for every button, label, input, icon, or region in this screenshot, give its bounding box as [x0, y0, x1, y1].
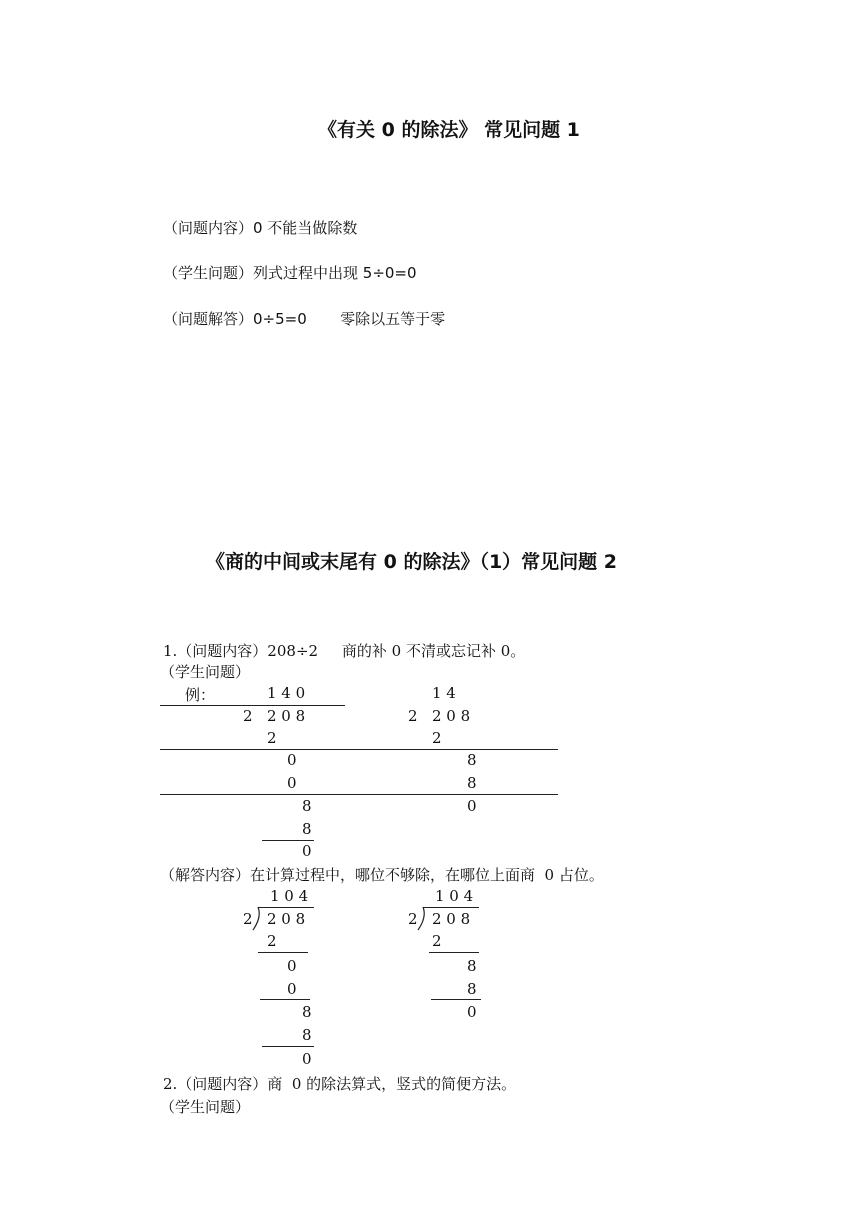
section1-title: 《有关 0 的除法》 常见问题 1: [318, 119, 580, 141]
item2-question: 2.（问题内容）商 0 的除法算式，竖式的简便方法。: [163, 1075, 517, 1093]
right-b-dividend: 2 0 8: [432, 910, 471, 928]
wrong-step-line-2: [160, 794, 558, 795]
wrong-a-step: 0: [302, 842, 312, 860]
wrong-a-quotient-line: [160, 705, 345, 706]
right-b-step-line: [429, 952, 479, 953]
item1-question: 1.（问题内容）208÷2 商的补 0 不清或忘记补 0。: [163, 642, 526, 660]
section1-line-1: （问题内容）0 不能当做除数: [163, 219, 358, 237]
section1-line-3: （问题解答）0÷5=0 零除以五等于零: [163, 310, 446, 328]
answer-content: （解答内容）在计算过程中，哪位不够除，在哪位上面商 0 占位。: [160, 866, 604, 884]
wrong-b-step: 8: [467, 774, 477, 792]
right-a-step: 8: [302, 1003, 312, 1021]
wrong-a-step: 0: [287, 751, 297, 769]
right-b-step: 0: [467, 1003, 477, 1021]
right-a-vinculum: [258, 907, 314, 908]
wrong-b-divisor: 2: [408, 707, 418, 725]
wrong-a-step: 8: [302, 820, 312, 838]
right-b-step: 2: [432, 932, 442, 950]
right-a-quotient: 1 0 4: [270, 887, 309, 905]
right-a-dividend: 2 0 8: [267, 910, 306, 928]
wrong-a-step: 0: [287, 774, 297, 792]
right-b-step: 8: [467, 980, 477, 998]
wrong-b-quotient: 1 4: [432, 684, 456, 702]
wrong-a-step-line: [262, 840, 314, 841]
wrong-a-step: 8: [302, 797, 312, 815]
right-a-step-line: [262, 1046, 314, 1047]
right-a-step-line: [258, 952, 308, 953]
wrong-b-step: 8: [467, 751, 477, 769]
right-a-step: 2: [267, 932, 277, 950]
wrong-a-quotient: 1 4 0: [267, 684, 306, 702]
wrong-b-step: 2: [432, 729, 442, 747]
right-a-step: 0: [302, 1050, 312, 1068]
right-b-divisor: 2: [408, 910, 418, 928]
right-b-vinculum: [423, 907, 479, 908]
right-a-step: 0: [287, 957, 297, 975]
wrong-step-line-1: [160, 749, 558, 750]
right-a-step-line: [260, 999, 310, 1000]
student-problem-label: （学生问题）: [160, 663, 251, 681]
right-b-step-line: [431, 999, 481, 1000]
section2-title: 《商的中间或末尾有 0 的除法》（1）常见问题 2: [206, 551, 618, 573]
right-a-step: 8: [302, 1026, 312, 1044]
right-b-quotient: 1 0 4: [435, 887, 474, 905]
wrong-a-divisor: 2: [243, 707, 253, 725]
section1-line-2: （学生问题）列式过程中出现 5÷0=0: [163, 264, 417, 282]
wrong-b-step: 0: [467, 797, 477, 815]
right-a-step: 0: [287, 980, 297, 998]
right-a-divisor: 2: [243, 910, 253, 928]
wrong-b-dividend: 2 0 8: [432, 707, 471, 725]
student-problem-label-2: （学生问题）: [160, 1098, 251, 1116]
wrong-a-step: 2: [267, 729, 277, 747]
wrong-a-dividend: 2 0 8: [267, 707, 306, 725]
example-label: 例：: [185, 686, 216, 704]
right-b-step: 8: [467, 957, 477, 975]
